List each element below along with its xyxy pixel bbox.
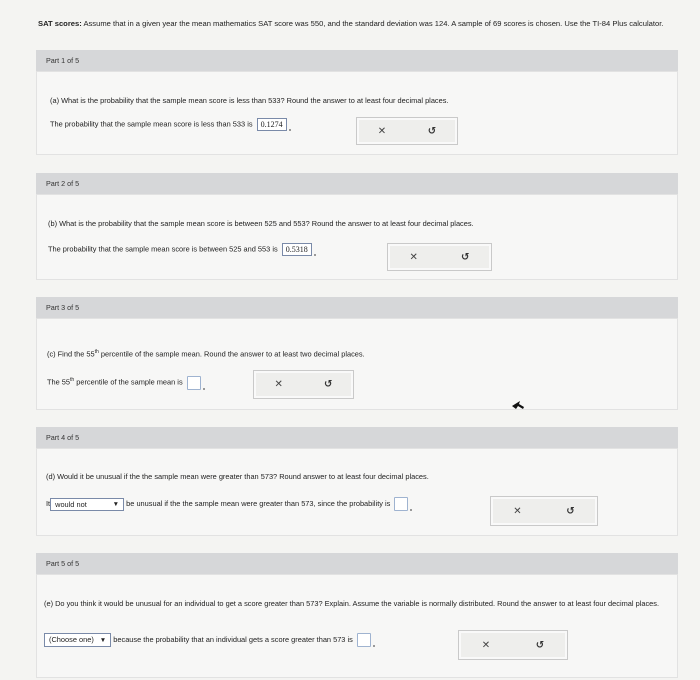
part-3-question-pre: (c) Find the 55 [47,349,95,359]
part-3-header: Part 3 of 5 [36,297,678,318]
part-5-answer-post: because the probability that an individual gets a score greater than 573 is [113,634,353,644]
part-1-header: Part 1 of 5 [36,50,678,71]
dot-marker [410,509,412,511]
part-3-button-panel [253,370,354,399]
undo-icon[interactable]: ↺ [535,639,545,651]
part-3-answer-pre: The 55 [47,377,71,387]
part-2-answer [48,243,316,256]
undo-icon[interactable]: ↺ [324,379,333,390]
clear-icon[interactable]: ✕ [481,639,491,651]
dot-marker [203,388,205,390]
part-4-header: Part 4 of 5 [36,427,678,448]
part-3-answer-input[interactable] [187,376,201,390]
part-4-dropdown[interactable] [50,498,124,511]
part-2-button-panel [387,243,492,271]
part-3-answer-post: percentile of the sample mean is [74,377,183,387]
part-4-answer-post: be unusual if the the sample mean were greater than 573, since the probability is [126,498,391,508]
undo-icon[interactable]: ↺ [566,505,575,517]
part-2-answer-input[interactable]: 0.5318 [282,243,312,256]
part-5-header: Part 5 of 5 [36,553,678,574]
part-3-body [36,318,678,410]
clear-icon[interactable]: ✕ [409,251,418,263]
dot-marker [314,254,316,256]
part-4-answer [46,497,412,511]
part-5-button-panel [458,630,568,660]
part-1-answer [50,118,291,131]
part-5-dropdown-value: (Choose one) [49,635,94,644]
problem-text: Assume that in a given year the mean mathematics SAT score was 550, and the standard deviation was 124. A sample of 69 scores is chosen. Use the TI-84 Plus calculator. [81,19,664,28]
part-4-button-panel [490,496,598,526]
clear-icon[interactable]: ✕ [274,379,283,390]
part-2-answer-text: The probability that the sample mean score is between 525 and 553 is [48,244,278,254]
part-4-dropdown-value: would not [55,499,87,509]
part-4-answer-pre: It [46,498,51,508]
part-1-answer-text: The probability that the sample mean score is less than 533 is [50,119,253,129]
part-2-body [36,194,678,280]
undo-icon[interactable]: ↺ [427,125,437,137]
part-5-dropdown[interactable] [44,633,111,647]
part-5-answer [44,633,375,647]
problem-title: SAT scores: [38,19,82,28]
part-5-answer-input[interactable] [357,633,371,647]
mouse-cursor-icon [511,399,525,413]
clear-icon[interactable]: ✕ [377,125,387,137]
part-2-header: Part 2 of 5 [36,173,678,194]
dot-marker [289,129,291,131]
problem-intro [38,18,678,29]
part-4-question: (d) Would it be unusual if the the sample mean were greater than 573? Round answer to at least four decimal places. [46,472,429,481]
part-5-body [36,574,678,678]
dot-marker [373,645,375,647]
part-3-question [47,347,667,359]
part-2-question: (b) What is the probability that the sample mean score is between 525 and 553? Round the answer to at least four decimal places. [48,219,474,228]
part-1-question: (a) What is the probability that the sample mean score is less than 533? Round the answer to at least four decimal places. [50,96,449,105]
part-3-question-sup: th [94,349,99,355]
chevron-down-icon: ▼ [112,500,120,508]
part-3-answer [47,374,205,390]
part-1-button-panel [356,117,458,145]
part-4-answer-input[interactable] [394,497,408,511]
chevron-down-icon: ▼ [99,637,107,644]
undo-icon[interactable]: ↺ [461,251,470,263]
part-3-answer-sup: th [70,377,75,383]
part-5-question: (e) Do you think it would be unusual for an individual to get a score greater than 573? Explain. Assume the variable is normally distributed. Round the answer to at least four decimal places. [44,599,659,608]
part-3-question-post: percentile of the sample mean. Round the answer to at least two decimal places. [98,349,365,359]
clear-icon[interactable]: ✕ [513,505,522,517]
part-1-answer-input[interactable]: 0.1274 [257,118,287,131]
